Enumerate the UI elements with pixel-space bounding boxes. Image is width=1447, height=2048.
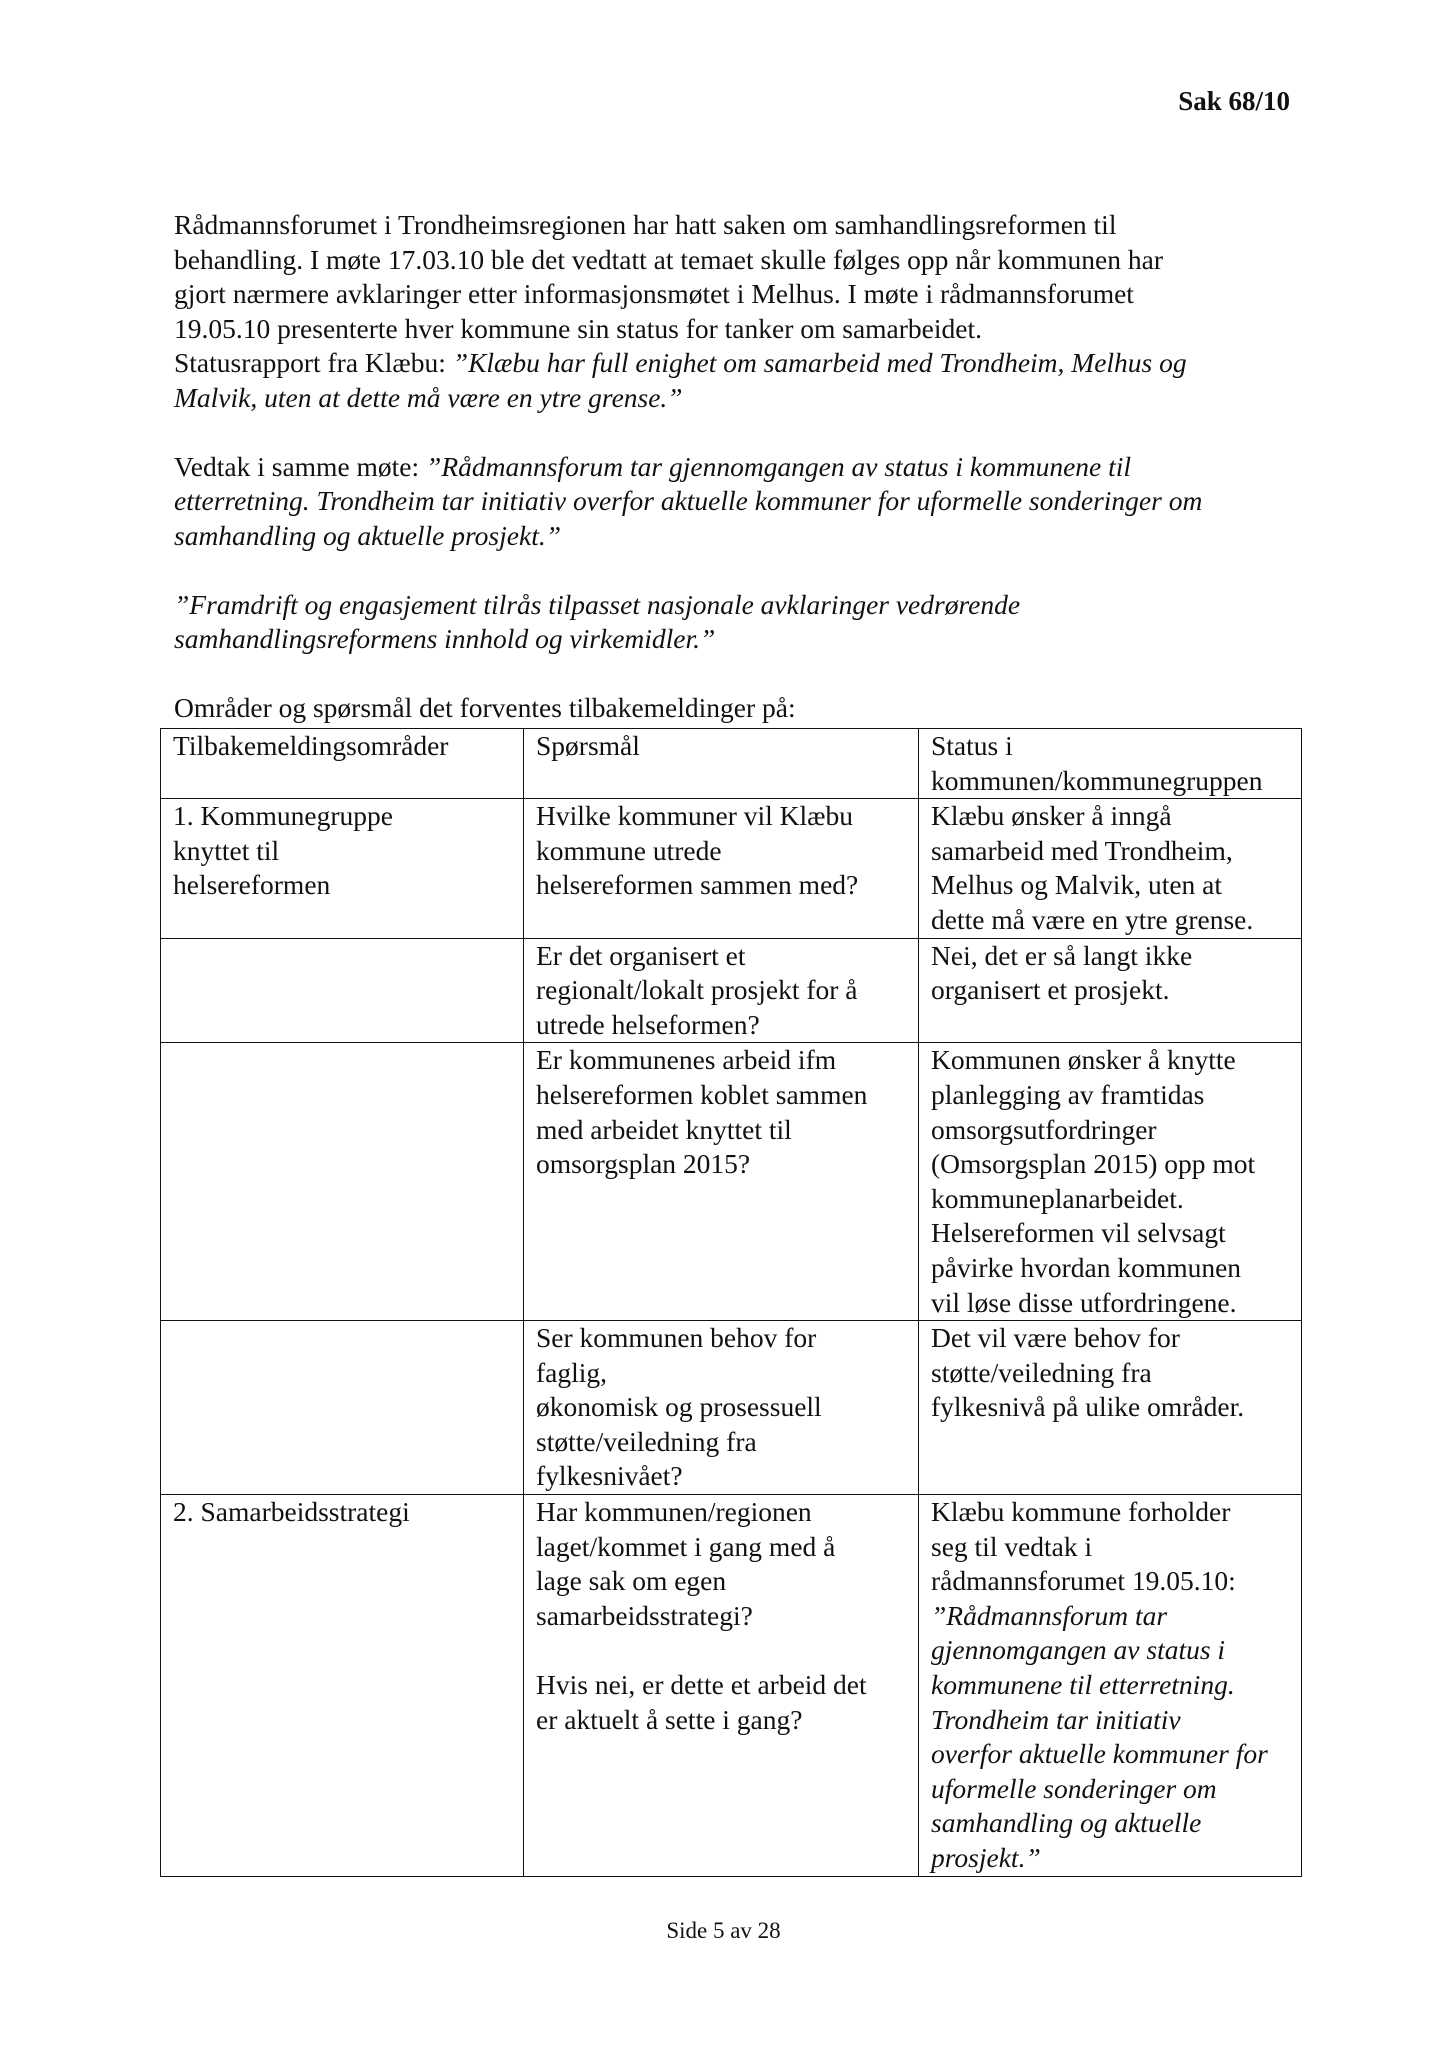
header-question: Spørsmål — [524, 729, 919, 799]
table-row — [161, 938, 1302, 1043]
table-header-row — [161, 729, 1302, 799]
cell-area: 1. Kommunegruppe knyttet til helsereformen — [161, 799, 524, 938]
cell-question: Er kommunenes arbeid ifm helsereformen koblet sammen med arbeidet knyttet til omsorgsplan 2015? — [524, 1043, 919, 1321]
table-caption: Områder og spørsmål det forventes tilbakemeldinger på: — [174, 692, 796, 723]
cell-area — [161, 1043, 524, 1321]
cell-area — [161, 1321, 524, 1495]
decision-quote: etterretning. Trondheim tar initiativ overfor aktuelle kommuner for uformelle sonderinger om — [174, 485, 1203, 516]
intro-line: Rådmannsforumet i Trondheimsregionen har hatt saken om samhandlingsreformen til — [174, 209, 1117, 240]
intro-line: gjort nærmere avklaringer etter informasjonsmøtet i Melhus. I møte i rådmannsforumet — [174, 278, 1134, 309]
decision-label: Vedtak i samme møte: — [174, 450, 427, 482]
cell-question: Hvilke kommuner vil Klæbu kommune utrede helsereformen sammen med? — [524, 799, 919, 938]
cell-status: Kommunen ønsker å knytte planlegging av framtidas omsorgsutfordringer (Omsorgsplan 2015) opp mot kommuneplanarbeidet. Helsereformen vil selvsagt påvirke hvordan kommunen vil løse disse utfordringene. — [919, 1043, 1302, 1321]
feedback-table — [160, 728, 1302, 1877]
table-row — [161, 1043, 1302, 1321]
status-report-label: Statusrapport fra Klæbu: — [174, 347, 453, 378]
decision-quote: samhandling og aktuelle prosjekt.” — [174, 519, 562, 551]
table-row — [161, 799, 1302, 938]
cell-status: Det vil være behov for støtte/veiledning fra fylkesnivå på ulike områder. — [919, 1321, 1302, 1495]
page-number: Side 5 av 28 — [666, 1918, 781, 1943]
decision-line — [174, 450, 1314, 485]
cell-question: Ser kommunen behov for faglig, økonomisk og prosessuell støtte/veiledning fra fylkesnivået? — [524, 1321, 919, 1495]
cell-area — [161, 938, 524, 1043]
status-report-quote: Malvik, uten at dette må være en ytre grense.” — [174, 381, 683, 413]
cell-status: Klæbu kommune forholder seg til vedtak i rådmannsforumet 19.05.10: ”Rådmannsforum tar gjennomgangen av status i kommunene til etterretning. Trondheim tar initiativ overfor aktuelle kommuner for uformelle sonderinger om samhandling og aktuelle prosjekt.” — [919, 1495, 1302, 1877]
cell-area: 2. Samarbeidsstrategi — [161, 1495, 524, 1877]
status-report-quote: ”Klæbu har full enighet om samarbeid med Trondheim, Melhus og — [452, 347, 1187, 378]
cell-question: Har kommunen/regionen laget/kommet i gang med å lage sak om egen samarbeidsstrategi? Hvis nei, er dette et arbeid det er aktuelt å sette i gang? — [524, 1495, 919, 1877]
cell-status: Klæbu ønsker å inngå samarbeid med Trondheim, Melhus og Malvik, uten at dette må være en ytre grense. — [919, 799, 1302, 938]
intro-line: behandling. I møte 17.03.10 ble det vedtatt at temaet skulle følges opp når kommunen har — [174, 243, 1163, 275]
case-number: Sak 68/10 — [1178, 86, 1290, 116]
document-body — [174, 208, 1314, 726]
decision-quote: ”Rådmannsforum tar gjennomgangen av status i kommunene til — [426, 450, 1132, 482]
cell-question: Er det organisert et regionalt/lokalt prosjekt for å utrede helseformen? — [524, 938, 919, 1043]
cell-status: Nei, det er så langt ikke organisert et prosjekt. — [919, 938, 1302, 1043]
table-row — [161, 1321, 1302, 1495]
progress-quote: ”Framdrift og engasjement tilrås tilpasset nasjonale avklaringer vedrørende — [174, 588, 1021, 620]
status-report-line — [174, 346, 1314, 381]
intro-line: 19.05.10 presenterte hver kommune sin status for tanker om samarbeidet. — [174, 312, 982, 344]
header-area: Tilbakemeldingsområder — [161, 729, 524, 799]
header-status: Status i kommunen/kommunegruppen — [919, 729, 1302, 799]
progress-quote: samhandlingsreformens innhold og virkemidler.” — [174, 623, 716, 654]
table-row — [161, 1495, 1302, 1877]
